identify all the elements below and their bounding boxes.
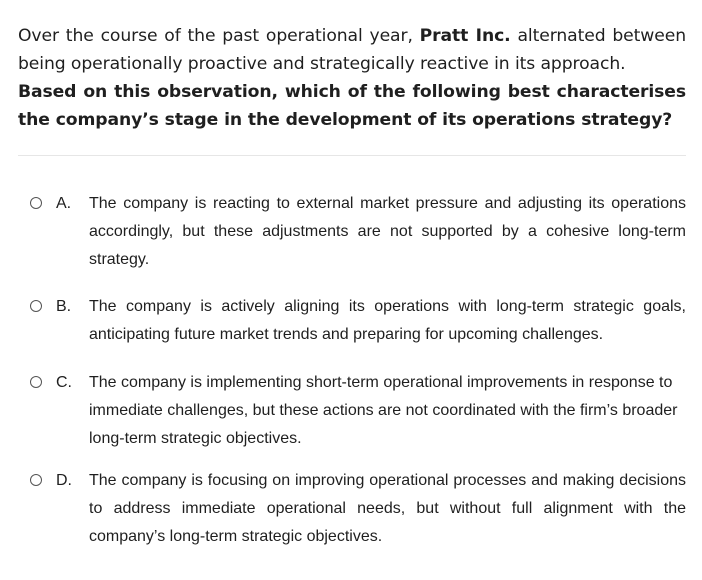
divider	[18, 155, 686, 156]
option-d-letter: D.	[56, 472, 72, 489]
question-ask: Based on this observation, which of the following best characterises the company’s stage in the development of its operations strategy?	[18, 82, 686, 130]
option-a-letter: A.	[56, 195, 72, 212]
option-d-text: The company is focusing on improving operational processes and making decisions to address immediate operational needs, but without full alignment with the company’s long-term strategic objectives.	[89, 472, 686, 545]
option-b-text: The company is actively aligning its operations with long-term strategic goals, anticipating future market trends and preparing for upcoming challenges.	[89, 298, 686, 343]
radio-button-a[interactable]	[30, 197, 42, 209]
option-c-text: The company is implementing short-term operational improvements in response to immediate challenges, but these actions are not coordinated with the firm’s broader long-term strategic objectives.	[89, 374, 678, 447]
question-stem	[18, 22, 686, 134]
radio-button-d[interactable]	[30, 474, 42, 486]
option-c-letter: C.	[56, 374, 72, 391]
option-b-letter: B.	[56, 298, 72, 315]
option-a-text: The company is reacting to external market pressure and adjusting its operations accordingly, but these adjustments are not supported by a cohesive long-term strategy.	[89, 195, 686, 268]
company-name: Pratt Inc.	[419, 26, 511, 46]
question-intro-start: Over the course of the past operational year,	[18, 26, 420, 46]
radio-button-b[interactable]	[30, 300, 42, 312]
radio-button-c[interactable]	[30, 376, 42, 388]
question-intro-end: alternated between being operationally proactive and strategically reactive in its approach.	[18, 26, 686, 74]
